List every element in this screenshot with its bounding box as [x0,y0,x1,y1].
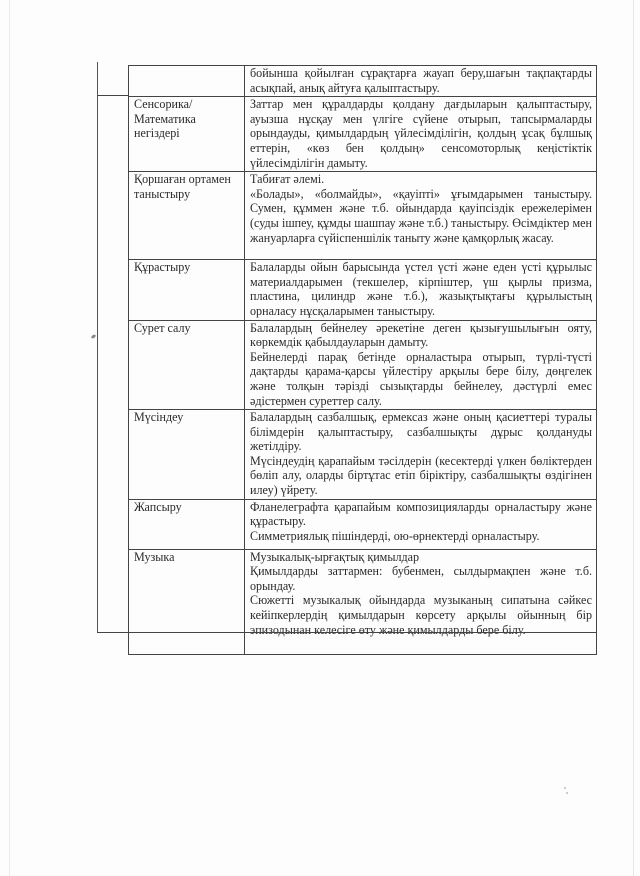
content-paragraph: Балалардың бейнелеу әрекетіне деген қызығушылығын ояту, көркемдік қабылдауларын дамыту. [250,320,592,350]
table-row [129,97,597,172]
content-paragraph: Бейнелерді парақ бетінде орналастыра отырып, түрлі-түсті дақтарды қарама-қарсы үйлестіру арқылы бере білу, дөңгелек және толқын тәрізді сызықтарды бейнелеу, дәстүрлі емес әдістермен суреттер салу. [250,349,592,408]
scan-edge [633,0,634,876]
content-cell [245,499,597,549]
content-cell [245,97,597,172]
table-row [129,499,597,549]
table-bottom-border [97,632,597,633]
table-row [129,66,597,97]
content-paragraph: Фланелеграфта қарапайым композицияларды орналастыру және құрастыру. [250,499,592,529]
content-paragraph: Заттар мен құралдарды қолдану дағдыларын қалыптастыру, ауызша нұсқау мен үлгіге сүйене отырып, тапсырмаларды орындауды, қимылдардың үйлесімділігін, қолдың ұсақ бұлшық еттерін, «көз бен қолдың» сенсомоторлық кеңістіктік үйлесімділігін дамыту. [250,97,592,170]
subject-cell: Музыка [129,549,245,654]
scan-speck [564,787,566,789]
content-paragraph: Симметриялық пішіндерді, ою-өрнектерді орналастыру. [250,528,540,543]
content-paragraph: Табиғат әлемі. [250,172,325,187]
content-paragraph: Қимылдарды заттармен: бубенмен, сылдырмақпен және т.б. орындау. [250,564,592,593]
scan-edge [9,0,10,876]
scan-speck [91,334,97,339]
content-paragraph: Музыкалық-ырғақтық қимылдар [250,549,420,564]
table-row [129,172,597,260]
table-outer-column-border [97,62,98,632]
subject-cell: Құрастыру [129,260,245,320]
content-paragraph: Балалардың сазбалшық, ермексаз және оның қасиеттері туралы білімдерін қалыптастыру, сазбалшықты дұрыс қолдануды жетілдіру. [250,410,592,454]
subject-cell: Сурет салу [129,320,245,410]
scan-speck [566,792,568,794]
subject-cell: Қоршаған ортамен таныстыру [129,172,245,260]
content-cell [245,172,597,260]
content-cell [245,260,597,320]
content-paragraph: Балаларды ойын барысында үстел үсті және еден үсті құрылыс материалдарымен (текшелер, кірпіштер, үш қырлы призма, пластина, цилиндр және т.б.), жазықтықтағы құрылыстың орналасу нұсқаларымен таныстыру. [250,260,592,318]
content-paragraph: бойынша қойылған сұрақтарға жауап беру,шағын тақпақтарды асықпай, анық айтуға қалыптастыру. [250,66,592,95]
subject-cell: Жапсыру [129,499,245,549]
subject-cell: Сенсорика/ Математика негіздері [129,97,245,172]
subject-cell [129,66,245,97]
content-cell [245,549,597,654]
table-row [129,320,597,410]
table-row [129,410,597,500]
content-paragraph: Мүсіндеудің қарапайым тәсілдерін (кесектерді үлкен бөліктерден бөліп алу, оларды біртұтас етіп біріктіру, сазбалшықты өздігінен илеу) үйрету. [250,453,592,498]
content-cell [245,66,597,97]
subject-cell: Мүсіндеу [129,410,245,500]
curriculum-table [128,65,597,655]
content-paragraph: Сюжетті музыкалық ойындарда музыканың сипатына сәйкес кейіпкерлердің қимылдарын көрсету арқылы ойынның бір эпизодынан келесіге өту және қимылдарды бере білу. [250,593,592,637]
content-cell [245,320,597,410]
table-row [129,260,597,320]
table-row-divider [97,95,128,96]
content-paragraph: «Болады», «болмайды», «қауіпті» ұғымдарымен таныстыру. Сумен, құммен және т.б. ойындарда қауіпсіздік ережелерімен (суды ішпеу, құмды шашпау және т.б.) таныстыру. Өсімдіктер мен жануарларға сүйіспеншілік таныту және қамқорлық жасау. [250,186,592,245]
table-row [129,549,597,654]
content-cell [245,410,597,500]
